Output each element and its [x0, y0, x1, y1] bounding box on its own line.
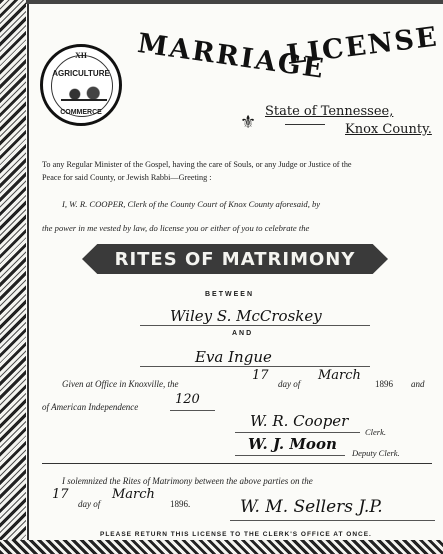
deputy-title: Deputy Clerk. — [352, 448, 400, 458]
address-line-1: To any Regular Minister of the Gospel, having the care of Souls, or any Judge or Justice of the — [42, 160, 352, 169]
seal-agriculture-text: AGRICULTURE — [52, 69, 110, 78]
officiant-signature: W. M. Sellers J.P. — [240, 497, 383, 517]
state-seal — [40, 44, 122, 126]
deputy-signature: W. J. Moon — [248, 435, 337, 453]
solemnized-day-label: day of — [78, 499, 101, 509]
and-label: AND — [232, 330, 254, 337]
seal-scene-image — [61, 81, 107, 103]
groom-line — [140, 325, 370, 326]
bride-line — [140, 366, 370, 367]
state-name: State of Tennessee, — [265, 104, 394, 119]
given-prefix: Given at Office in Knoxville, the — [62, 379, 179, 389]
authority-line-2: the power in me vested by law, do license you or either of you to celebrate the — [42, 223, 310, 233]
solemnized-year: 1896. — [170, 499, 191, 509]
address-line-2: Peace for said County, or Jewish Rabbi—Greeting : — [42, 173, 212, 182]
seal-number: XII — [74, 51, 87, 60]
title-license: LICENSE — [285, 21, 441, 71]
clerk-signature: W. R. Cooper — [250, 412, 349, 430]
section-divider — [42, 463, 432, 464]
given-month: March — [318, 368, 361, 383]
divider-line — [285, 124, 325, 125]
bottom-ornamental-border — [0, 540, 443, 554]
rites-banner-text: RITES OF MATRIMONY — [114, 249, 356, 270]
between-label: BETWEEN — [205, 291, 254, 298]
clerk-title: Clerk. — [365, 427, 387, 437]
given-year: 1896 — [375, 379, 393, 389]
fleur-ornament-icon: ⚜ — [240, 112, 257, 132]
given-day: 17 — [252, 368, 269, 383]
solemnized-day: 17 — [52, 487, 69, 502]
solemnized-line-1: I solemnized the Rites of Matrimony between the above parties on the — [62, 476, 313, 486]
independence-line — [170, 410, 215, 411]
county-name: Knox County. — [345, 122, 432, 137]
bride-name: Eva Ingue — [195, 348, 272, 366]
given-suffix: and — [411, 379, 425, 389]
authority-line-1: I, W. R. COOPER, Clerk of the County Court of Knox County aforesaid, by — [62, 199, 321, 209]
seal-commerce-text: COMMERCE — [60, 109, 102, 116]
left-ornamental-border — [0, 0, 26, 554]
deputy-line — [235, 455, 345, 456]
officiant-line — [230, 520, 435, 521]
independence-value: 120 — [175, 392, 200, 407]
clerk-line — [235, 432, 360, 433]
return-instructions: PLEASE RETURN THIS LICENSE TO THE CLERK'S OFFICE AT ONCE. — [100, 531, 372, 538]
solemnized-month: March — [112, 487, 155, 502]
title-marriage: MARRIAGE — [135, 28, 328, 85]
given-day-label: day of — [278, 379, 301, 389]
groom-name: Wiley S. McCroskey — [170, 307, 322, 325]
top-border — [26, 0, 443, 4]
independence-label: of American Independence — [42, 402, 139, 412]
